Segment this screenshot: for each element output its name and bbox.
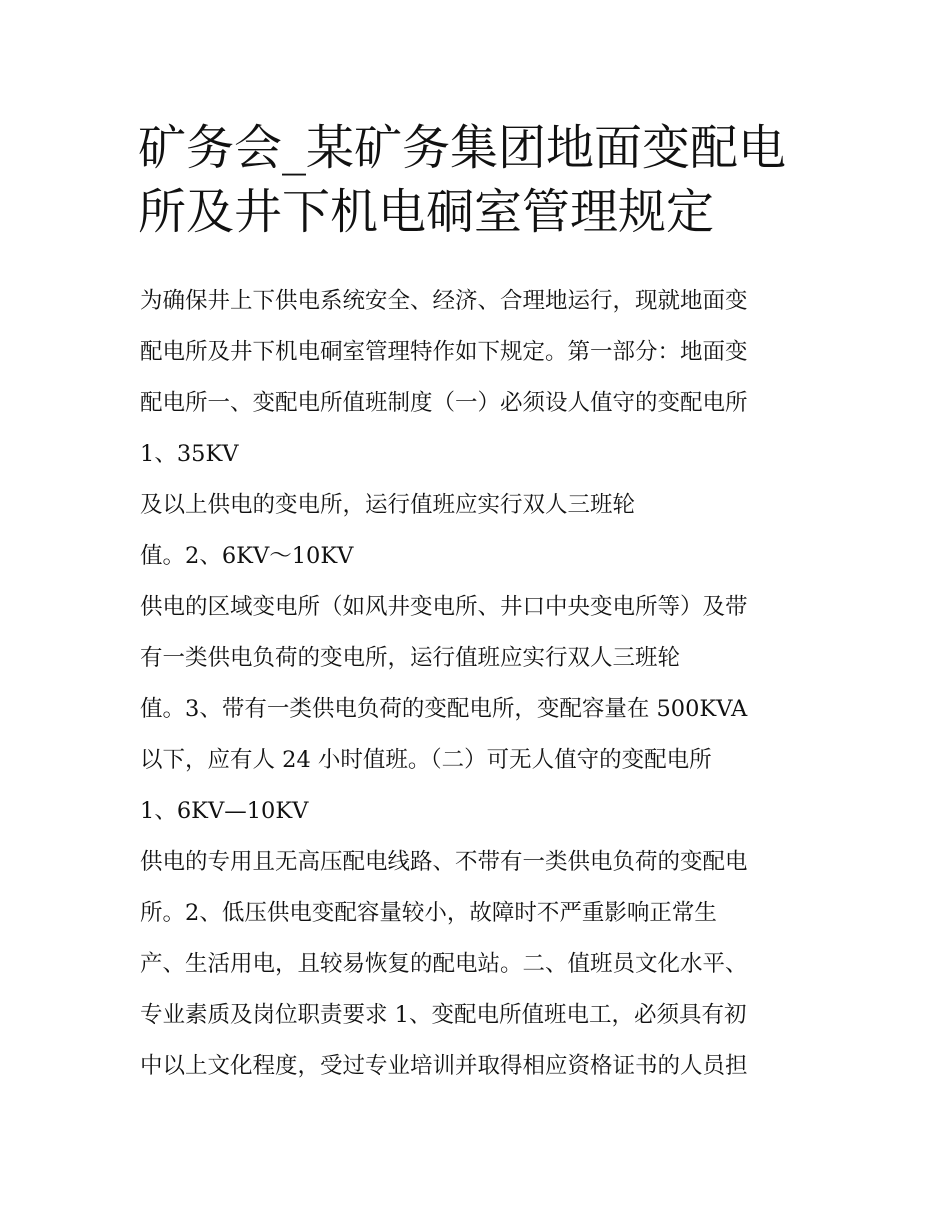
body-line-4: 1、35KV bbox=[140, 441, 239, 467]
body-line-14: 产、生活用电，且较易恢复的配电站。二、值班员文化水平、 bbox=[140, 951, 748, 977]
title-line-2: 所及井下机电硐室管理规定 bbox=[138, 184, 715, 240]
document-body bbox=[140, 282, 830, 1098]
body-line-6: 值。2、6KV～10KV bbox=[140, 543, 354, 569]
title-line-1: 矿务会_某矿务集团地面变配电 bbox=[138, 120, 787, 176]
body-line-8: 有一类供电负荷的变电所，运行值班应实行双人三班轮 bbox=[140, 645, 681, 671]
document-title bbox=[138, 116, 828, 244]
body-line-1: 为确保井上下供电系统安全、经济、合理地运行，现就地面变 bbox=[140, 288, 748, 314]
body-line-9: 值。3、带有一类供电负荷的变配电所，变配容量在 500KVA bbox=[140, 696, 748, 722]
body-line-12: 供电的专用且无高压配电线路、不带有一类供电负荷的变配电 bbox=[140, 849, 748, 875]
body-line-13: 所。2、低压供电变配容量较小，故障时不严重影响正常生 bbox=[140, 900, 717, 926]
body-line-15: 专业素质及岗位职责要求 1、变配电所值班电工，必须具有初 bbox=[140, 1002, 747, 1028]
body-line-2: 配电所及井下机电硐室管理特作如下规定。第一部分：地面变 bbox=[140, 339, 748, 365]
body-line-16: 中以上文化程度，受过专业培训并取得相应资格证书的人员担 bbox=[140, 1053, 748, 1079]
body-line-10: 以下，应有人 24 小时值班。（二）可无人值守的变配电所 bbox=[140, 747, 712, 773]
body-line-7: 供电的区域变电所（如风井变电所、井口中央变电所等）及带 bbox=[140, 594, 748, 620]
body-line-3: 配电所一、变配电所值班制度（一）必须设人值守的变配电所 bbox=[140, 390, 748, 416]
body-line-5: 及以上供电的变电所，运行值班应实行双人三班轮 bbox=[140, 492, 636, 518]
body-line-11: 1、6KV—10KV bbox=[140, 798, 309, 824]
